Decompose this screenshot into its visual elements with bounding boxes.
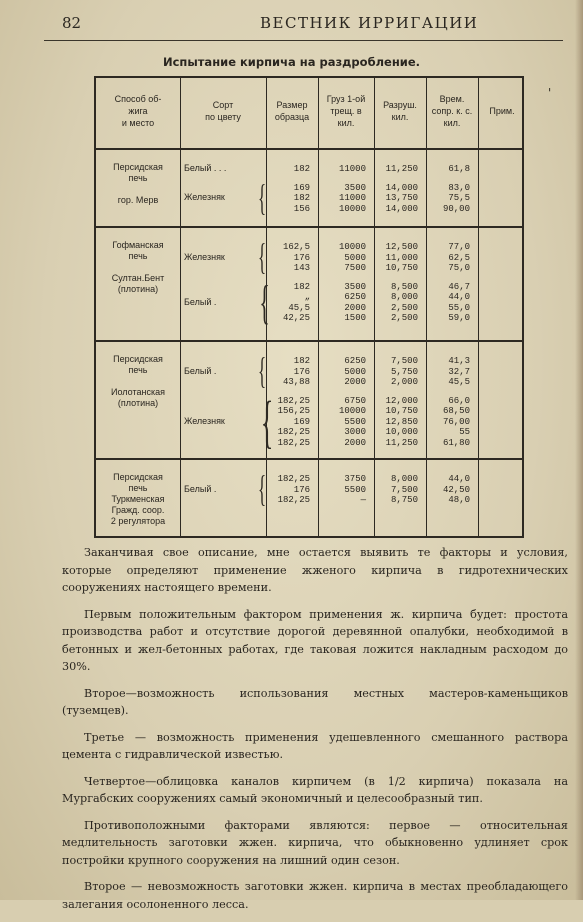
data-cell: 10,000 xyxy=(385,427,418,437)
data-cell: 46,7 xyxy=(448,281,470,292)
grouping-brace: { xyxy=(257,351,267,392)
data-cell: 2000 xyxy=(344,302,366,313)
data-cell: 12,500 xyxy=(385,242,418,252)
data-cell: 66,0 xyxy=(448,395,470,406)
data-cell: 90,00 xyxy=(442,203,470,214)
data-cell: 5500 xyxy=(344,484,366,495)
column-header: Врем. сопр. к. с. кил. xyxy=(431,94,473,128)
data-cell: 3500 xyxy=(344,281,366,292)
grouping-brace: { xyxy=(257,177,267,219)
margin-mark: ' xyxy=(548,86,552,100)
brick-test-table xyxy=(94,76,524,538)
grouping-brace: { xyxy=(257,469,267,510)
data-cell: 45,5 xyxy=(288,302,310,313)
data-cell: 169 xyxy=(293,182,310,193)
paragraph: Второе — невозможность заготовки жжен. кирпича в местах преобладающего залегания осолоненного лесса. xyxy=(62,880,568,911)
grouping-brace: { xyxy=(257,237,267,278)
data-cell: 11,250 xyxy=(385,164,418,174)
table-title: Испытание кирпича на раздробление. xyxy=(162,55,420,69)
column-divider xyxy=(180,78,181,536)
kiln-and-site: Гофманская печь Султан.Бент (плотина) xyxy=(111,240,165,294)
data-cell: 12,000 xyxy=(385,395,418,406)
body-text xyxy=(62,544,568,922)
data-cell: 42,50 xyxy=(442,484,470,495)
data-cell: 42,25 xyxy=(282,313,310,323)
brick-grade: Железняк xyxy=(184,192,225,203)
column-header: Способ об- жига и место xyxy=(114,94,162,128)
data-cell: 3500 xyxy=(344,182,366,193)
column-header: Груз 1-ой трещ. в кил. xyxy=(326,94,366,128)
data-cell: 55,0 xyxy=(448,302,470,313)
data-cell: 1500 xyxy=(344,313,366,323)
data-cell: 11,250 xyxy=(385,437,418,448)
brick-grade: Железняк xyxy=(184,251,225,262)
page-edge-shadow xyxy=(575,0,583,900)
data-cell: 43,88 xyxy=(282,377,310,387)
running-header xyxy=(40,14,553,36)
data-cell: 5500 xyxy=(344,416,366,427)
header-divider xyxy=(96,148,522,150)
column-header: Прим. xyxy=(489,106,515,116)
data-cell: 75,0 xyxy=(448,263,470,273)
data-cell: 176 xyxy=(293,484,310,495)
column-header: Размер образца xyxy=(274,100,310,122)
data-cell: 3750 xyxy=(344,474,366,484)
data-cell: 182 xyxy=(293,164,310,174)
data-cell: 182,25 xyxy=(277,474,310,484)
paragraph: Заканчивая свое описание, мне остается выявить те факторы и условия, которые определяют применение жженого кирпича в гидротехнических сооружениях настоящего времени. xyxy=(62,546,568,594)
brick-grade: Белый . xyxy=(184,296,217,307)
data-cell: 3000 xyxy=(344,427,366,437)
data-cell: 182 xyxy=(293,281,310,292)
page-number: 82 xyxy=(62,14,82,32)
data-cell: 10000 xyxy=(338,203,366,214)
data-cell: 156,25 xyxy=(277,406,310,416)
data-cell: 32,7 xyxy=(448,366,470,377)
data-cell: 7,500 xyxy=(390,484,418,495)
data-cell: 5,750 xyxy=(390,366,418,377)
data-cell: 6250 xyxy=(344,356,366,366)
data-cell: 12,850 xyxy=(385,416,418,427)
data-cell: 59,0 xyxy=(448,313,470,323)
data-cell: 83,0 xyxy=(448,182,470,193)
data-cell: 8,000 xyxy=(390,292,418,302)
data-cell: 10000 xyxy=(338,406,366,416)
data-cell: 55 xyxy=(459,427,470,437)
kiln-and-site: Персидская печь Туркменская Гражд. соор. 2 регулятора xyxy=(110,472,166,526)
data-cell: 44,0 xyxy=(448,474,470,484)
brick-grade: Белый . xyxy=(184,365,217,376)
grouping-brace: { xyxy=(259,275,270,329)
column-divider xyxy=(478,78,479,536)
data-cell: 11000 xyxy=(338,164,366,174)
data-cell: 182,25 xyxy=(277,437,310,448)
data-cell: 6750 xyxy=(344,395,366,406)
brick-grade: Белый . xyxy=(184,483,217,494)
data-cell: 2,000 xyxy=(390,377,418,387)
data-cell: 68,50 xyxy=(442,406,470,416)
data-cell: 182,25 xyxy=(277,427,310,437)
data-cell: 45,5 xyxy=(448,377,470,387)
data-cell: 8,000 xyxy=(390,474,418,484)
data-cell: 75,5 xyxy=(448,193,470,203)
data-cell: 48,0 xyxy=(448,495,470,505)
brick-grade: Железняк xyxy=(184,415,225,426)
data-cell: 7500 xyxy=(344,263,366,273)
data-cell: 6250 xyxy=(344,292,366,302)
paragraph: Противоположными факторами являются: первое — относительная медлительность заготовки жжен. кирпича, что обыкновенно удлиняет срок постройки крупного сооружения на лишний один сезон. xyxy=(62,818,568,867)
data-cell: 61,80 xyxy=(442,437,470,448)
data-cell: 76,00 xyxy=(442,416,470,427)
data-cell: 2,500 xyxy=(390,302,418,313)
kiln-and-site: Персидская печь гор. Мерв xyxy=(113,162,163,205)
data-cell: 182 xyxy=(293,356,310,366)
group-divider xyxy=(96,340,522,342)
data-cell: 14,000 xyxy=(385,182,418,193)
brick-grade: Белый . . . xyxy=(184,163,227,174)
data-cell: 8,500 xyxy=(390,281,418,292)
group-divider xyxy=(96,458,522,460)
data-cell: 143 xyxy=(293,263,310,273)
data-cell: 41,3 xyxy=(448,356,470,366)
data-cell: 61,8 xyxy=(448,164,470,174)
group-divider xyxy=(96,226,522,228)
data-cell: 77,0 xyxy=(448,242,470,252)
data-cell: 10000 xyxy=(338,242,366,252)
data-cell: 5000 xyxy=(344,366,366,377)
header-rule xyxy=(44,40,563,41)
data-cell: 182 xyxy=(293,193,310,203)
data-cell: 162,5 xyxy=(282,242,310,252)
data-cell: 8,750 xyxy=(390,495,418,505)
data-cell: 182,25 xyxy=(277,495,310,505)
journal-title: ВЕСТНИК ИРРИГАЦИИ xyxy=(260,14,479,32)
data-cell: 7,500 xyxy=(390,356,418,366)
data-cell: 2000 xyxy=(344,437,366,448)
data-cell: 13,750 xyxy=(385,193,418,203)
data-cell: 10,750 xyxy=(385,406,418,416)
data-cell: 2,500 xyxy=(390,313,418,323)
data-cell: 176 xyxy=(293,366,310,377)
paragraph: Второе—возможность использования местных мастеров-каменьщиков (туземцев). xyxy=(62,686,568,717)
data-cell: 11000 xyxy=(338,193,366,203)
data-cell: 14,000 xyxy=(385,203,418,214)
data-cell: — xyxy=(360,495,366,505)
grouping-brace: { xyxy=(260,388,274,454)
data-cell: 2000 xyxy=(344,377,366,387)
data-cell: 44,0 xyxy=(448,292,470,302)
data-cell: 169 xyxy=(293,416,310,427)
column-header: Сорт по цвету xyxy=(205,100,241,122)
paragraph: Четвертое—облицовка каналов кирпичем (в 1/2 кирпича) показала на Мургабских сооружениях самый экономичный и целесообразный тип. xyxy=(62,774,568,805)
data-cell: 5000 xyxy=(344,252,366,263)
column-header: Разруш. кил. xyxy=(383,100,417,122)
data-cell: 176 xyxy=(293,252,310,263)
data-cell: 62,5 xyxy=(448,252,470,263)
data-cell: 156 xyxy=(293,203,310,214)
kiln-and-site: Персидская печь Иолотанская (плотина) xyxy=(111,354,165,408)
paragraph: Третье — возможность применения удешевленного смешанного раствора цемента с гидравлической известью. xyxy=(62,730,568,761)
data-cell: 182,25 xyxy=(277,395,310,406)
paragraph: Первым положительным фактором применения ж. кирпича будет: простота производства работ и отсутствие дорогой деревянной опалубки, необходимой в бетонных и жел-бетонных работах, где таковая ложится накладным расходом до 30%. xyxy=(62,607,568,673)
data-cell: 10,750 xyxy=(385,263,418,273)
data-cell: 11,000 xyxy=(385,252,418,263)
data-cell: „ xyxy=(304,292,310,302)
